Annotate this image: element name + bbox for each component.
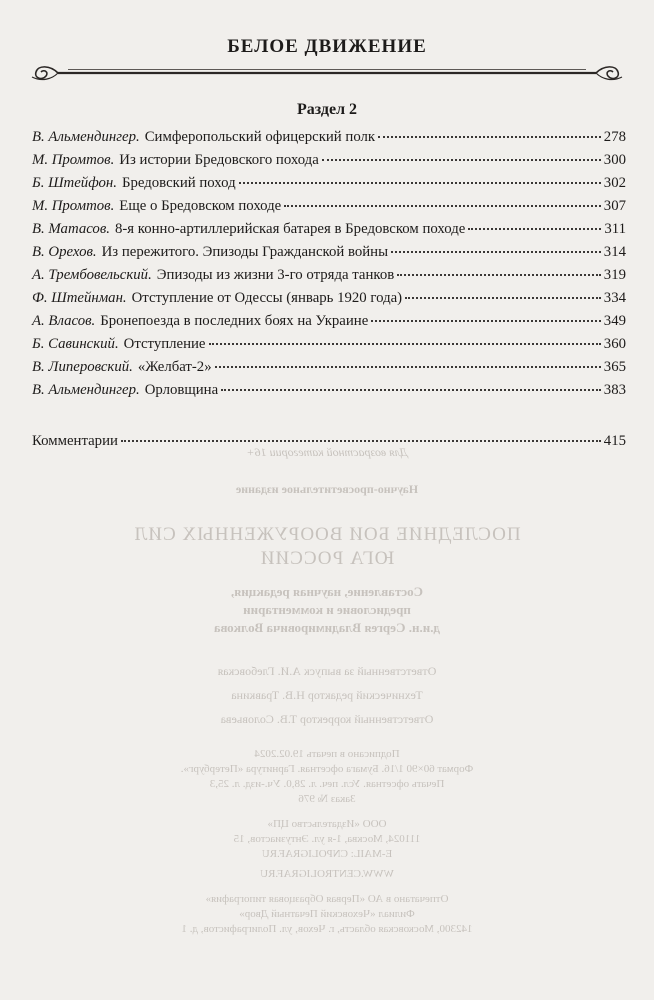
toc-entry-page-number: 349 [603,313,626,329]
toc-entry [32,221,626,244]
reverse-side-bleed-through: Для возрастной категории 16+ Научно-просветительное издание ПОСЛЕДНИЕ БОИ ВООРУЖЕННЫХ СИЛ ЮГА РОССИИ Составление, научная редакция, предисловие и комментарии д.и.н. Сергея Владимировича Волкова Ответственный за выпуск А.И. Глебовская Технический редактор Н.В. Травкина Ответственный корректор Т.В. Соловьева Подписано в печать 19.02.2024 Формат 60×90 1/16. Бумага офсетная. Гарнитура «Петербург». Печать офсетная. Усл. печ. л. 28,0. Уч.-изд. л. 25,3 Заказ № 976 ООО «Издательство ЦП» 111024, Москва, 1-я ул. Энтузиастов, 15 E-MAIL: CNPOLIGRAF.RU WWW.CENTROLIGRAF.RU Отпечатано в АО «Первая Образцовая типография» Филиал «Чеховский Печатный Двор» 142300, Московская область, г. Чехов, ул. Полиграфистов, д. 1 [133,445,521,935]
toc-entry [32,359,626,382]
table-of-contents [32,129,626,456]
toc-entry-author: Ф. Штейнман. [32,290,127,306]
toc-comments-entry [32,433,626,456]
toc-entry-title: Комментарии [32,433,118,449]
toc-entry-page-number: 383 [603,382,626,398]
toc-entry-title: Бредовский поход [121,175,236,191]
toc-entry [32,152,626,175]
toc-entry-page-number: 278 [603,129,626,145]
toc-entry-title: «Желбат-2» [137,359,212,375]
toc-entry-author: В. Липеровский. [32,359,133,375]
toc-entry-author: В. Орехов. [32,244,97,260]
toc-entry-author: А. Трембовельский. [32,267,152,283]
toc-entry-page-number: 360 [603,336,626,352]
dot-leader [284,205,601,207]
toc-entry-title: 8-я конно-артиллерийская батарея в Бредовском походе [114,221,466,237]
toc-entry-author: В. Альмендингер. [32,382,140,398]
dot-leader [239,182,601,184]
dot-leader [468,228,601,230]
dot-leader [397,274,601,276]
toc-entry-title: Бронепоезда в последних боях на Украине [100,313,369,329]
toc-entry-author: В. Альмендингер. [32,129,140,145]
toc-entry-title: Эпизоды из жизни 3-го отряда танков [156,267,395,283]
toc-entry-page-number: 311 [604,221,626,237]
toc-entry-title: Из истории Бредовского похода [119,152,319,168]
toc-entry [32,290,626,313]
toc-entry-page-number: 365 [603,359,626,375]
toc-entry [32,267,626,290]
toc-entry-page-number: 334 [603,290,626,306]
toc-entry [32,336,626,359]
section-title: Раздел 2 [296,101,358,118]
toc-entry-page-number: 300 [603,152,626,168]
toc-entry [32,382,626,405]
toc-entry [32,198,626,221]
toc-entry-page-number: 314 [603,244,626,260]
header-ornament [28,62,626,84]
dot-leader [322,159,601,161]
toc-entry-author: Б. Штейфон. [32,175,117,191]
toc-entry-title: Отступление от Одессы (январь 1920 года) [131,290,403,306]
toc-entry-page-number: 415 [603,433,626,449]
toc-entry-author: Б. Савинский. [32,336,119,352]
dot-leader [209,343,601,345]
dot-leader [378,136,601,138]
toc-entry-page-number: 302 [603,175,626,191]
dot-leader [215,366,601,368]
toc-entry-title: Симферопольский офицерский полк [144,129,376,145]
toc-entry-title: Орловщина [144,382,219,398]
toc-entry [32,244,626,267]
toc-entry [32,313,626,336]
toc-entry-title: Отступление [123,336,206,352]
toc-entry-page-number: 319 [603,267,626,283]
toc-entry-author: М. Промтов. [32,152,115,168]
running-header: БЕЛОЕ ДВИЖЕНИЕ [227,36,427,57]
dot-leader [221,389,601,391]
toc-entry-author: А. Власов. [32,313,96,329]
toc-entry-title: Из пережитого. Эпизоды Гражданской войны [101,244,389,260]
toc-entry [32,129,626,152]
dot-leader [121,440,601,442]
dot-leader [371,320,601,322]
toc-entry-author: В. Матасов. [32,221,110,237]
toc-entry-title: Еще о Бредовском походе [119,198,282,214]
toc-entry [32,175,626,198]
toc-entry-page-number: 307 [603,198,626,214]
dot-leader [405,297,601,299]
toc-entry-author: М. Промтов. [32,198,115,214]
dot-leader [391,251,601,253]
